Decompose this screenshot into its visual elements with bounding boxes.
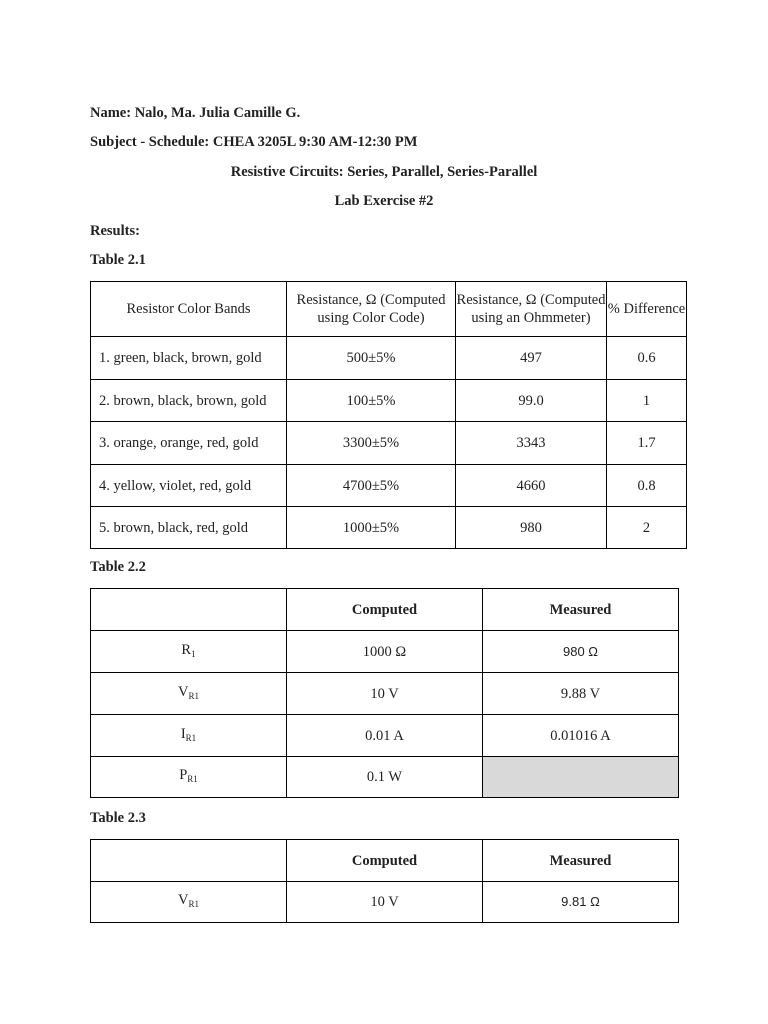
table-2-2 bbox=[90, 588, 679, 798]
cell-measured: 9.81 Ω bbox=[483, 882, 679, 923]
cell-color-bands: 4. yellow, violet, red, gold bbox=[91, 465, 287, 507]
cell-computed: 0.01 A bbox=[287, 715, 483, 757]
table-2-1 bbox=[90, 281, 687, 549]
cell-measured-empty bbox=[483, 757, 679, 798]
table-row bbox=[91, 631, 679, 673]
header-ohmmeter: Resistance, Ω (Computed using an Ohmmeter) bbox=[456, 282, 607, 337]
cell-ohmmeter: 99.0 bbox=[456, 380, 607, 422]
header-color-bands: Resistor Color Bands bbox=[91, 282, 287, 337]
header-quantity bbox=[91, 840, 287, 882]
cell-color-code: 100±5% bbox=[287, 380, 456, 422]
cell-percent: 2 bbox=[607, 507, 687, 549]
cell-quantity: $I_{R1}$ bbox=[91, 715, 287, 757]
table-row bbox=[91, 882, 679, 923]
cell-ohmmeter: 980 bbox=[456, 507, 607, 549]
table-2-3-caption: Table 2.3 bbox=[90, 810, 146, 826]
table-header-row bbox=[91, 840, 679, 882]
cell-quantity: $V_{R1}$ bbox=[91, 882, 287, 923]
cell-color-code: 4700±5% bbox=[287, 465, 456, 507]
table-2-3 bbox=[90, 839, 679, 923]
cell-percent: 1 bbox=[607, 380, 687, 422]
cell-ohmmeter: 4660 bbox=[456, 465, 607, 507]
header-computed: Computed bbox=[287, 840, 483, 882]
cell-computed: 10 V bbox=[287, 673, 483, 715]
header-computed: Computed bbox=[287, 589, 483, 631]
subject-schedule: Subject - Schedule: CHEA 3205L 9:30 AM-12:30 PM bbox=[90, 134, 418, 150]
cell-color-bands: 1. green, black, brown, gold bbox=[91, 337, 287, 380]
document-title: Resistive Circuits: Series, Parallel, Series-Parallel bbox=[230, 164, 538, 180]
table-row bbox=[91, 337, 687, 380]
table-row bbox=[91, 757, 679, 798]
cell-measured: 980 Ω bbox=[483, 631, 679, 673]
results-label: Results: bbox=[90, 223, 140, 239]
table-row bbox=[91, 715, 679, 757]
cell-computed: 1000 Ω bbox=[287, 631, 483, 673]
cell-color-bands: 5. brown, black, red, gold bbox=[91, 507, 287, 549]
table-row bbox=[91, 507, 687, 549]
cell-color-code: 500±5% bbox=[287, 337, 456, 380]
table-2-2-caption: Table 2.2 bbox=[90, 559, 146, 575]
cell-color-code: 1000±5% bbox=[287, 507, 456, 549]
cell-percent: 0.6 bbox=[607, 337, 687, 380]
cell-quantity: $V_{R1}$ bbox=[91, 673, 287, 715]
cell-ohmmeter: 3343 bbox=[456, 422, 607, 465]
cell-color-bands: 2. brown, black, brown, gold bbox=[91, 380, 287, 422]
header-quantity bbox=[91, 589, 287, 631]
table-header-row bbox=[91, 282, 687, 337]
cell-color-bands: 3. orange, orange, red, gold bbox=[91, 422, 287, 465]
table-row bbox=[91, 465, 687, 507]
cell-measured: 9.88 V bbox=[483, 673, 679, 715]
exercise-label: Lab Exercise #2 bbox=[334, 193, 434, 209]
cell-ohmmeter: 497 bbox=[456, 337, 607, 380]
table-row bbox=[91, 422, 687, 465]
cell-color-code: 3300±5% bbox=[287, 422, 456, 465]
cell-quantity: $P_{R1}$ bbox=[91, 757, 287, 798]
header-color-code: Resistance, Ω (Computed using Color Code) bbox=[287, 282, 456, 337]
cell-percent: 1.7 bbox=[607, 422, 687, 465]
student-name: Name: Nalo, Ma. Julia Camille G. bbox=[90, 105, 301, 121]
table-header-row bbox=[91, 589, 679, 631]
header-percent-difference: % Difference bbox=[607, 282, 687, 337]
cell-percent: 0.8 bbox=[607, 465, 687, 507]
cell-measured: 0.01016 A bbox=[483, 715, 679, 757]
cell-computed: 0.1 W bbox=[287, 757, 483, 798]
table-2-1-caption: Table 2.1 bbox=[90, 252, 146, 268]
cell-quantity: $R_1$ bbox=[91, 631, 287, 673]
cell-computed: 10 V bbox=[287, 882, 483, 923]
header-measured: Measured bbox=[483, 840, 679, 882]
table-row bbox=[91, 380, 687, 422]
header-measured: Measured bbox=[483, 589, 679, 631]
table-row bbox=[91, 673, 679, 715]
